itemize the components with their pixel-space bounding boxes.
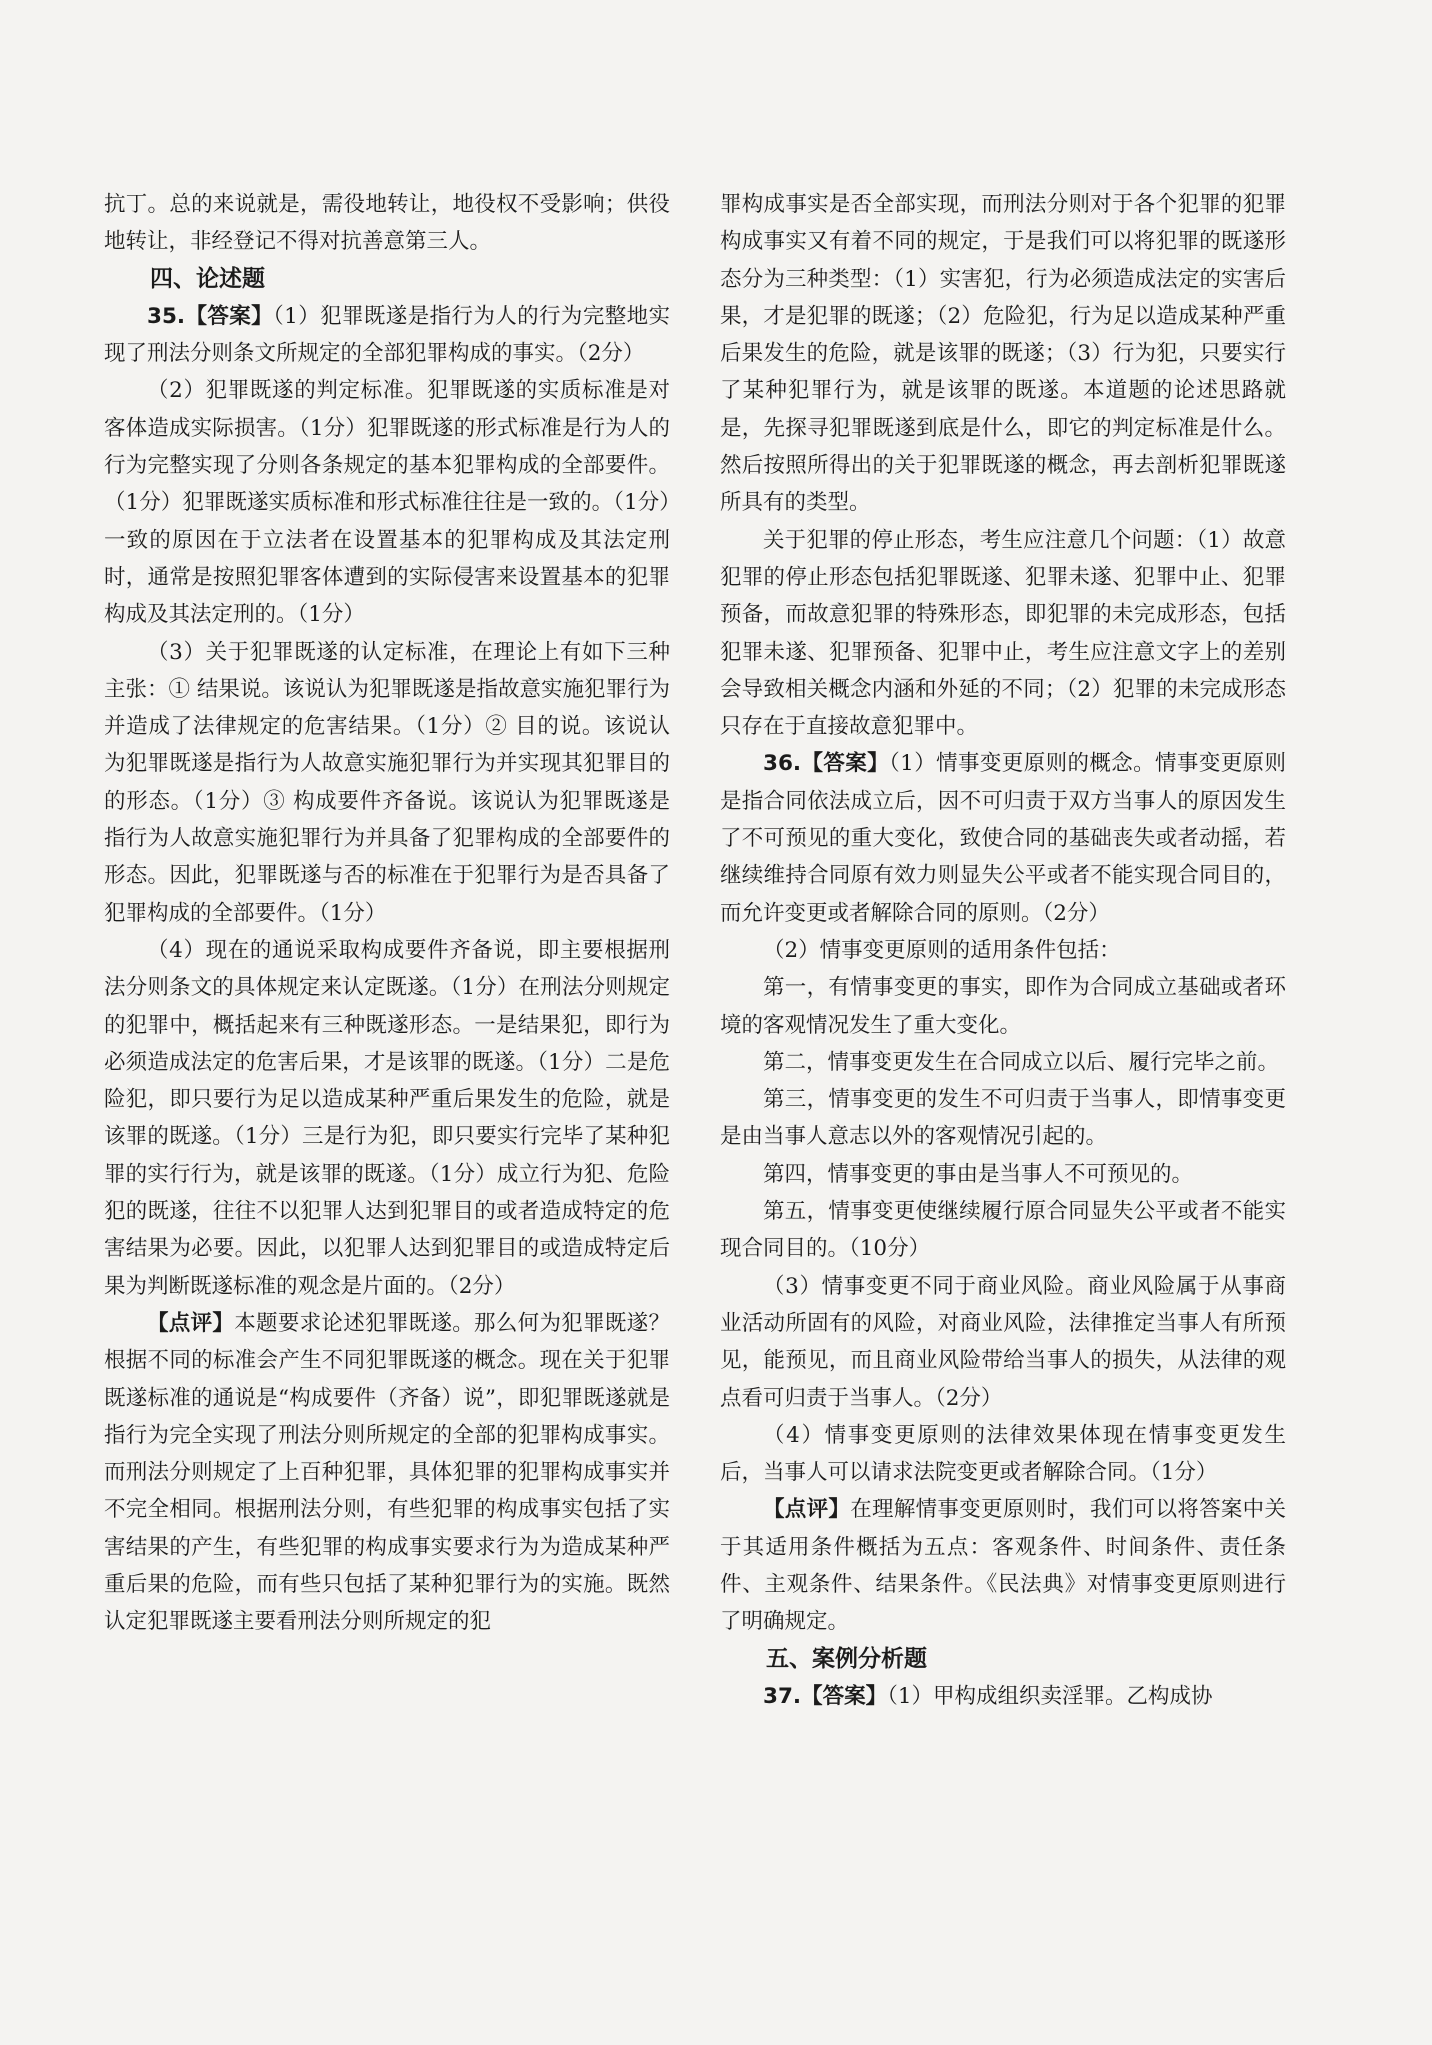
section-heading-case: 五、案例分析题 xyxy=(766,1645,927,1672)
comment-text: 在理解情事变更原则时，我们可以将答案中关于其适用条件概括为五点：客观条件、时间条件、责任条件、主观条件、结果条件。《民法典》对情事变更原则进行了明确规定。 xyxy=(720,1497,1286,1635)
answer-35-part-1 xyxy=(104,298,670,373)
condition-5: 第五，情事变更使继续履行原合同显失公平或者不能实现合同目的。（10分） xyxy=(720,1199,1286,1262)
comment-36 xyxy=(720,1491,1286,1640)
condition-2: 第二，情事变更发生在合同成立以后、履行完毕之前。 xyxy=(763,1049,1280,1075)
section-heading-essay: 四、论述题 xyxy=(150,265,265,292)
comment-tag: 【点评】 xyxy=(763,1497,851,1523)
comment-35-note: 关于犯罪的停止形态，考生应注意几个问题：（1）故意犯罪的停止形态包括犯罪既遂、犯罪未遂、犯罪中止、犯罪预备，而故意犯罪的特殊形态，即犯罪的未完成形态，包括犯罪未遂、犯罪预备、犯罪中止，考生应注意文字上的差别会导致相关概念内涵和外延的不同；（2）犯罪的未完成形态只存在于直接故意犯罪中。 xyxy=(720,527,1286,740)
comment-35-continued: 罪构成事实是否全部实现，而刑法分则对于各个犯罪的犯罪构成事实又有着不同的规定，于是我们可以将犯罪的既遂形态分为三种类型：（1）实害犯，行为必须造成法定的实害后果，才是犯罪的既遂；（2）危险犯，行为足以造成某种严重后果发生的危险，就是该罪的既遂；（3）行为犯，只要实行了某种犯罪行为，就是该罪的既遂。本道题的论述思路就是，先探寻犯罪既遂到底是什么，即它的判定标准是什么。然后按照所得出的关于犯罪既遂的概念，再去剖析犯罪既遂所具有的类型。 xyxy=(720,192,1286,516)
comment-text: 本题要求论述犯罪既遂。那么何为犯罪既遂？根据不同的标准会产生不同犯罪既遂的概念。现在关于犯罪既遂标准的通说是“构成要件（齐备）说”，即犯罪既遂就是指行为完全实现了刑法分则所规定的全部的犯罪构成事实。而刑法分则规定了上百种犯罪，具体犯罪的犯罪构成事实并不完全相同。根据刑法分则，有些犯罪的构成事实包括了实害结果的产生，有些犯罪的构成事实要求行为为造成某种严重后果的危险，而有些只包括了某种犯罪行为的实施。既然认定犯罪既遂主要看刑法分则所规定的犯 xyxy=(104,1310,670,1635)
comment-35 xyxy=(104,1305,670,1641)
answer-36-part-4: （4）情事变更原则的法律效果体现在情事变更发生后，当事人可以请求法院变更或者解除合同。（1分） xyxy=(720,1422,1286,1486)
comment-tag: 【点评】 xyxy=(147,1310,235,1336)
answer-36-part-1 xyxy=(720,745,1286,931)
paragraph: 抗丁。总的来说就是，需役地转让，地役权不受影响；供役地转让，非经登记不得对抗善意第三人。 xyxy=(104,192,670,255)
answer-text: （1）甲构成组织卖淫罪。乙构成协 xyxy=(887,1683,1213,1709)
right-column xyxy=(720,186,1286,1715)
answer-35-part-3: （3）关于犯罪既遂的认定标准，在理论上有如下三种主张：① 结果说。该说认为犯罪既遂是指故意实施犯罪行为并造成了法律规定的危害结果。（1分）② 目的说。该说认为犯罪既遂是指行为人故意实施犯罪行为并实现其犯罪目的的形态。（1分）③ 构成要件齐备说。该说认为犯罪既遂是指行为人故意实施犯罪行为并具备了犯罪构成的全部要件的形态。因此，犯罪既遂与否的标准在于犯罪行为是否具备了犯罪构成的全部要件。（1分） xyxy=(104,639,670,926)
answer-tag: 【答案】 xyxy=(801,1683,888,1709)
answer-37-part-1 xyxy=(720,1678,1286,1715)
question-number: 37. xyxy=(763,1683,802,1709)
answer-tag: 【答案】 xyxy=(185,303,274,329)
condition-3: 第三，情事变更的发生不可归责于当事人，即情事变更是由当事人意志以外的客观情况引起的。 xyxy=(720,1087,1286,1150)
condition-1: 第一，有情事变更的事实，即作为合同成立基础或者环境的客观情况发生了重大变化。 xyxy=(720,975,1286,1038)
question-number: 36. xyxy=(763,751,802,777)
answer-text: （1）情事变更原则的概念。情事变更原则是指合同依法成立后，因不可归责于双方当事人的原因发生了不可预见的重大变化，致使合同的基础丧失或者动摇，若继续维持合同原有效力则显失公平或者不能实现合同目的，而允许变更或者解除合同的原则。（2分） xyxy=(720,751,1286,926)
left-column xyxy=(104,186,670,1641)
condition-4: 第四，情事变更的事由是当事人不可预见的。 xyxy=(763,1161,1194,1187)
answer-tag: 【答案】 xyxy=(801,751,890,777)
question-number: 35. xyxy=(147,303,186,329)
answer-35-part-4: （4）现在的通说采取构成要件齐备说，即主要根据刑法分则条文的具体规定来认定既遂。（1分）在刑法分则规定的犯罪中，概括起来有三种既遂形态。一是结果犯，即行为必须造成法定的危害后果，才是该罪的既遂。（1分）二是危险犯，即只要行为足以造成某种严重后果发生的危险，就是该罪的既遂。（1分）三是行为犯，即只要实行完毕了某种犯罪的实行行为，就是该罪的既遂。（1分）成立行为犯、危险犯的既遂，往往不以犯罪人达到犯罪目的或者造成特定的危害结果为必要。因此，以犯罪人达到犯罪目的或造成特定后果为判断既遂标准的观念是片面的。（2分） xyxy=(104,937,670,1299)
answer-text: （1）犯罪既遂是指行为人的行为完整地实现了刑法分则条文所规定的全部犯罪构成的事实。（2分） xyxy=(104,303,670,367)
answer-35-part-2: （2）犯罪既遂的判定标准。犯罪既遂的实质标准是对客体造成实际损害。（1分）犯罪既遂的形式标准是行为人的行为完整实现了分则各条规定的基本犯罪构成的全部要件。（1分）犯罪既遂实质标准和形式标准往往是一致的。（1分）一致的原因在于立法者在设置基本的犯罪构成及其法定刑时，通常是按照犯罪客体遭到的实际侵害来设置基本的犯罪构成及其法定刑的。（1分） xyxy=(104,378,670,628)
answer-36-part-2: （2）情事变更原则的适用条件包括： xyxy=(763,937,1121,963)
answer-36-part-3: （3）情事变更不同于商业风险。商业风险属于从事商业活动所固有的风险，对商业风险，法律推定当事人有所预见，能预见，而且商业风险带给当事人的损失，从法律的观点看可归责于当事人。（2分） xyxy=(720,1273,1286,1411)
